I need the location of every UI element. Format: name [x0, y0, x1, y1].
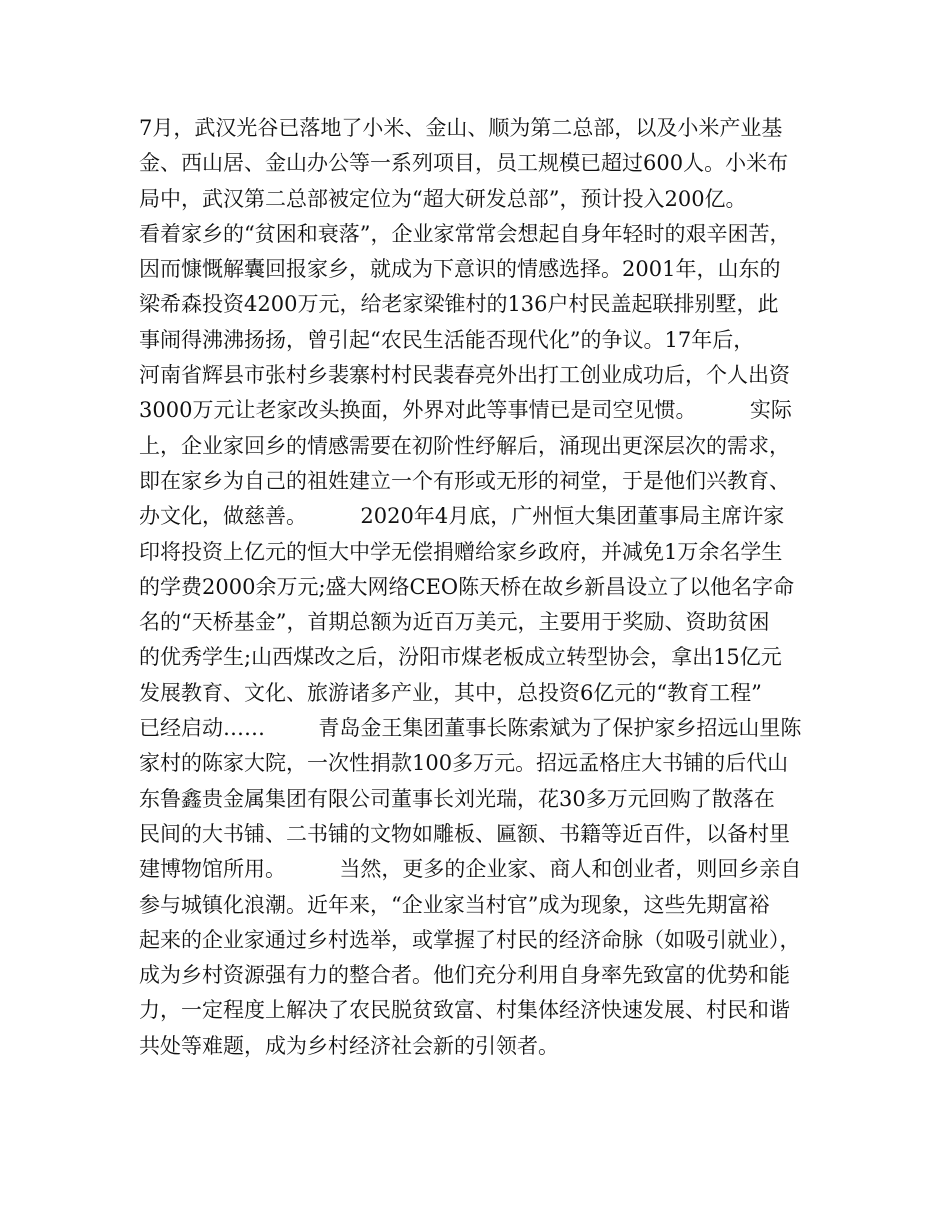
text-line: 民间的大书铺、二书铺的文物如雕板、匾额、书籍等近百件，以备村里 [139, 821, 790, 846]
text-line: 的学费2000余万元;盛大网络CEO陈天桥在故乡新昌设立了以他名字命 [139, 574, 795, 599]
text-line: 名的“天桥基金”，首期总额为近百万美元，主要用于奖励、资助贫困 [139, 610, 770, 635]
text-line: 起来的企业家通过乡村选举，或掌握了村民的经济命脉（如吸引就业）， [139, 927, 801, 952]
text-line: 成为乡村资源强有力的整合者。他们充分利用自身率先致富的优势和能 [139, 963, 790, 988]
text-line: 梁希森投资4200万元，给老家梁锥村的136户村民盖起联排别墅，此 [139, 292, 779, 317]
text-line: 东鲁鑫贵金属集团有限公司董事长刘光瑞，花30多万元回购了散落在 [139, 786, 775, 811]
text-line: 上，企业家回乡的情感需要在初阶性纾解后，涌现出更深层次的需求， [139, 433, 790, 458]
text-line: 印将投资上亿元的恒大中学无偿捐赠给家乡政府，并减免1万余名学生 [139, 539, 783, 564]
text-line: 力，一定程度上解决了农民脱贫致富、村集体经济快速发展、村民和谐 [139, 998, 790, 1023]
text-line: 共处等难题，成为乡村经济社会新的引领者。 [139, 1033, 559, 1058]
text-line: 事闹得沸沸扬扬，曾引起“农民生活能否现代化”的争议。17年后， [139, 327, 755, 352]
text-line: 7月，武汉光谷已落地了小米、金山、顺为第二总部，以及小米产业基 [139, 116, 783, 140]
text-line: 局中，武汉第二总部被定位为“超大研发总部”，预计投入200亿。 [139, 186, 747, 211]
text-line: 金、西山居、金山办公等一系列项目，员工规模已超过600人。小米布 [139, 151, 789, 176]
text-line: 3000万元让老家改头换面，外界对此等事情已是司空见惯。 实际 [139, 398, 792, 423]
text-line: 参与城镇化浪潮。近年来，“企业家当村官”成为现象，这些先期富裕 [139, 892, 770, 917]
body-text [139, 111, 829, 1064]
text-line: 已经启动…… 青岛金王集团董事长陈索斌为了保护家乡招远山里陈 [139, 716, 802, 741]
text-line: 的优秀学生;山西煤改之后，汾阳市煤老板成立转型协会，拿出15亿元 [139, 645, 782, 670]
text-line: 看着家乡的“贫困和衰落”，企业家常常会想起自身年轻时的艰辛困苦， [139, 221, 791, 246]
text-line: 因而慷慨解囊回报家乡，就成为下意识的情感选择。2001年，山东的 [139, 257, 781, 282]
text-line: 河南省辉县市张村乡裴寨村村民裴春亮外出打工创业成功后，个人出资 [139, 363, 790, 388]
text-line: 建博物馆所用。 当然，更多的企业家、商人和创业者，则回乡亲自 [139, 857, 802, 882]
text-line: 发展教育、文化、旅游诸多产业，其中，总投资6亿元的“教育工程” [139, 680, 762, 705]
text-line: 家村的陈家大院，一次性捐款100多万元。招远孟格庄大书铺的后代山 [139, 751, 789, 776]
text-line: 即在家乡为自己的祖姓建立一个有形或无形的祠堂，于是他们兴教育、 [139, 468, 790, 493]
text-line: 办文化，做慈善。 2020年4月底，广州恒大集团董事局主席许家 [139, 504, 785, 529]
